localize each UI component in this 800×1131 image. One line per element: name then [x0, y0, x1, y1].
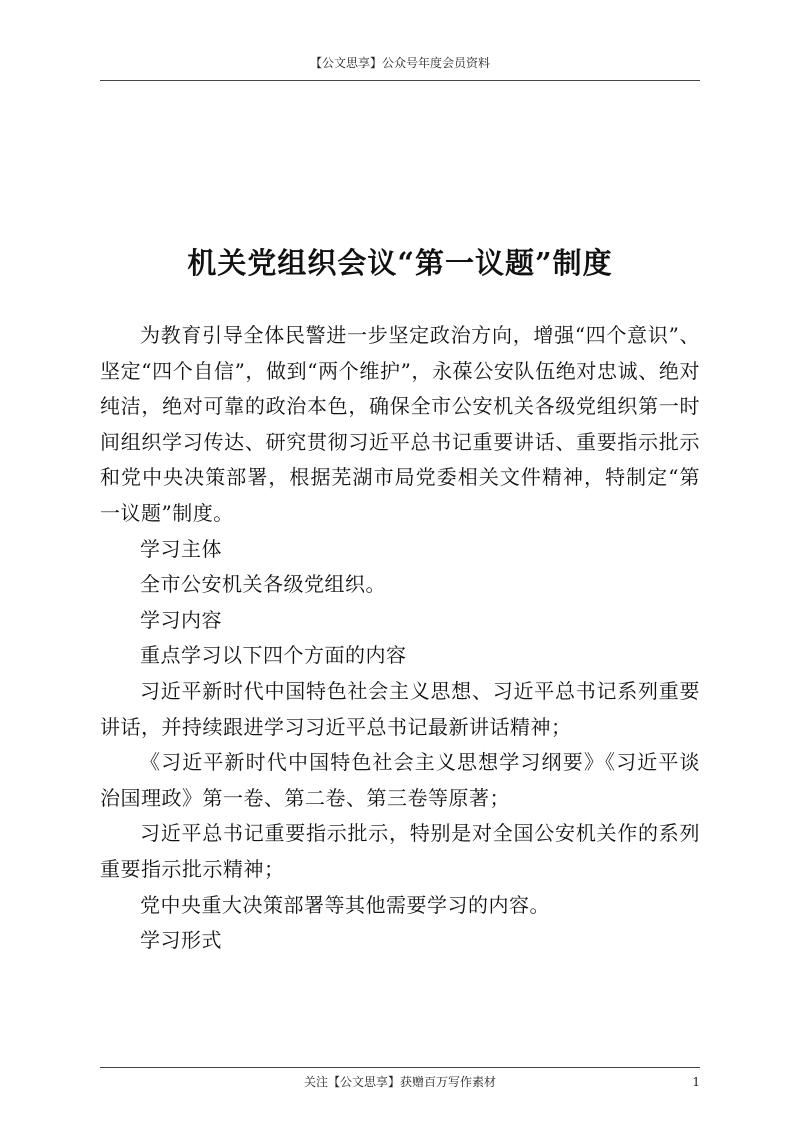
footer-divider	[100, 1067, 700, 1068]
body-paragraph: 重点学习以下四个方面的内容	[140, 643, 407, 668]
body-paragraph: 《习近平新时代中国特色社会主义思想学习纲要》《习近平谈治国理政》第一卷、第二卷、第三卷等原著；	[100, 750, 700, 810]
page-number: 1	[692, 1075, 700, 1089]
document-title: 机关党组织会议“第一议题”制度	[187, 246, 613, 280]
body-paragraph: 习近平总书记重要指示批示，特别是对全国公安机关作的系列重要指示批示精神；	[100, 821, 700, 881]
body-paragraph: 习近平新时代中国特色社会主义思想、习近平总书记系列重要讲话，并持续跟进学习习近平总书记最新讲话精神；	[100, 678, 700, 739]
header-divider	[100, 80, 700, 81]
body-paragraph: 党中央重大决策部署等其他需要学习的内容。	[140, 892, 550, 917]
page-header: 【公文思享】公众号年度会员资料	[309, 56, 490, 70]
section-heading-study-subject: 学习主体	[140, 536, 222, 561]
intro-paragraph: 为教育引导全体民警进一步坚定政治方向，增强“四个意识”、坚定“四个自信”，做到“两个维护”，永葆公安队伍绝对忠诚、绝对纯洁，绝对可靠的政治本色，确保全市公安机关各级党组织第一时间组织学习传达、研究贯彻习近平总书记重要讲话、重要指示批示和党中央决策部署，根据芜湖市局党委相关文件精神，特制定“第一议题”制度。	[100, 323, 700, 525]
section-heading-study-form: 学习形式	[140, 928, 222, 953]
document-body	[100, 318, 700, 959]
page-footer: 关注【公文思享】获赠百万写作素材	[303, 1075, 496, 1089]
section-heading-study-content: 学习内容	[140, 607, 222, 632]
body-paragraph: 全市公安机关各级党组织。	[140, 572, 386, 597]
